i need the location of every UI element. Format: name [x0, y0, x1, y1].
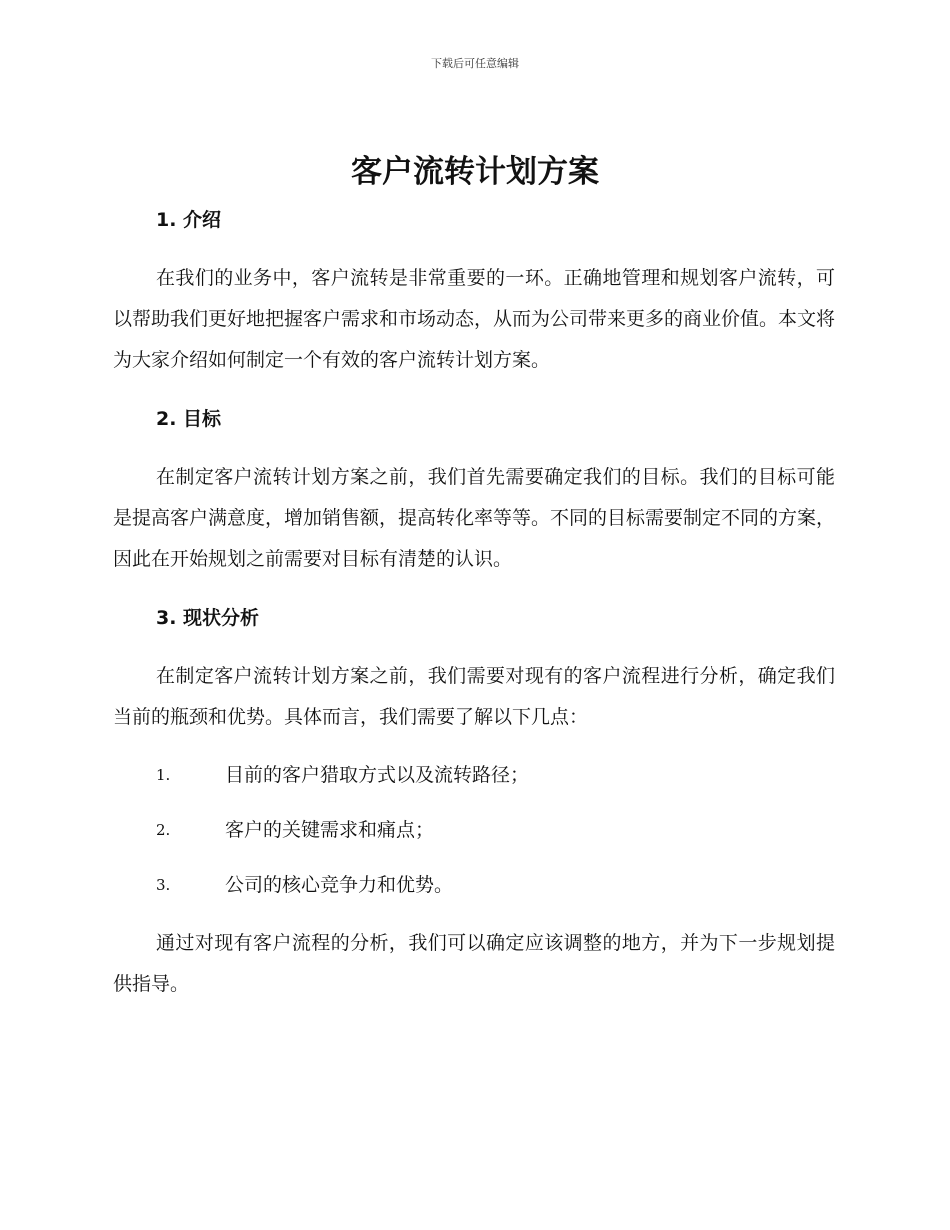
- section-heading-intro: 1. 介绍: [156, 209, 222, 231]
- section-heading-goals: 2. 目标: [156, 408, 222, 430]
- section-paragraph-intro: 在我们的业务中，客户流转是非常重要的一环。正确地管理和规划客户流转，可以帮助我们更好地把握客户需求和市场动态，从而为公司带来更多的商业价值。本文将为大家介绍如何制定一个有效的客户流转计划方案。: [113, 267, 836, 371]
- document-body: [113, 202, 835, 1025]
- section-paragraph-goals: 在制定客户流转计划方案之前，我们首先需要确定我们的目标。我们的目标可能是提高客户满意度，增加销售额，提高转化率等等。不同的目标需要制定不同的方案，因此在开始规划之前需要对目标有清楚的认识。: [113, 466, 836, 570]
- list-item-number: 3.: [156, 876, 171, 894]
- section-closing-analysis: 通过对现有客户流程的分析，我们可以确定应该调整的地方，并为下一步规划提供指导。: [113, 932, 835, 995]
- document-title: 客户流转计划方案: [351, 154, 599, 190]
- list-item: [113, 813, 835, 847]
- list-item-text: 公司的核心竞争力和优势。: [225, 874, 454, 896]
- list-item-number: 2.: [156, 821, 171, 839]
- section-heading-analysis: 3. 现状分析: [156, 607, 260, 629]
- list-item: [113, 868, 835, 902]
- list-item-text: 目前的客户猎取方式以及流转路径；: [225, 764, 530, 786]
- header-note: 下载后可任意编辑: [431, 57, 519, 70]
- list-item-text: 客户的关键需求和痛点；: [225, 819, 435, 841]
- analysis-list: [113, 758, 835, 902]
- section-paragraph-analysis: 在制定客户流转计划方案之前，我们需要对现有的客户流程进行分析，确定我们当前的瓶颈和优势。具体而言，我们需要了解以下几点：: [113, 665, 835, 728]
- list-item-number: 1.: [156, 766, 171, 784]
- list-item: [113, 758, 835, 792]
